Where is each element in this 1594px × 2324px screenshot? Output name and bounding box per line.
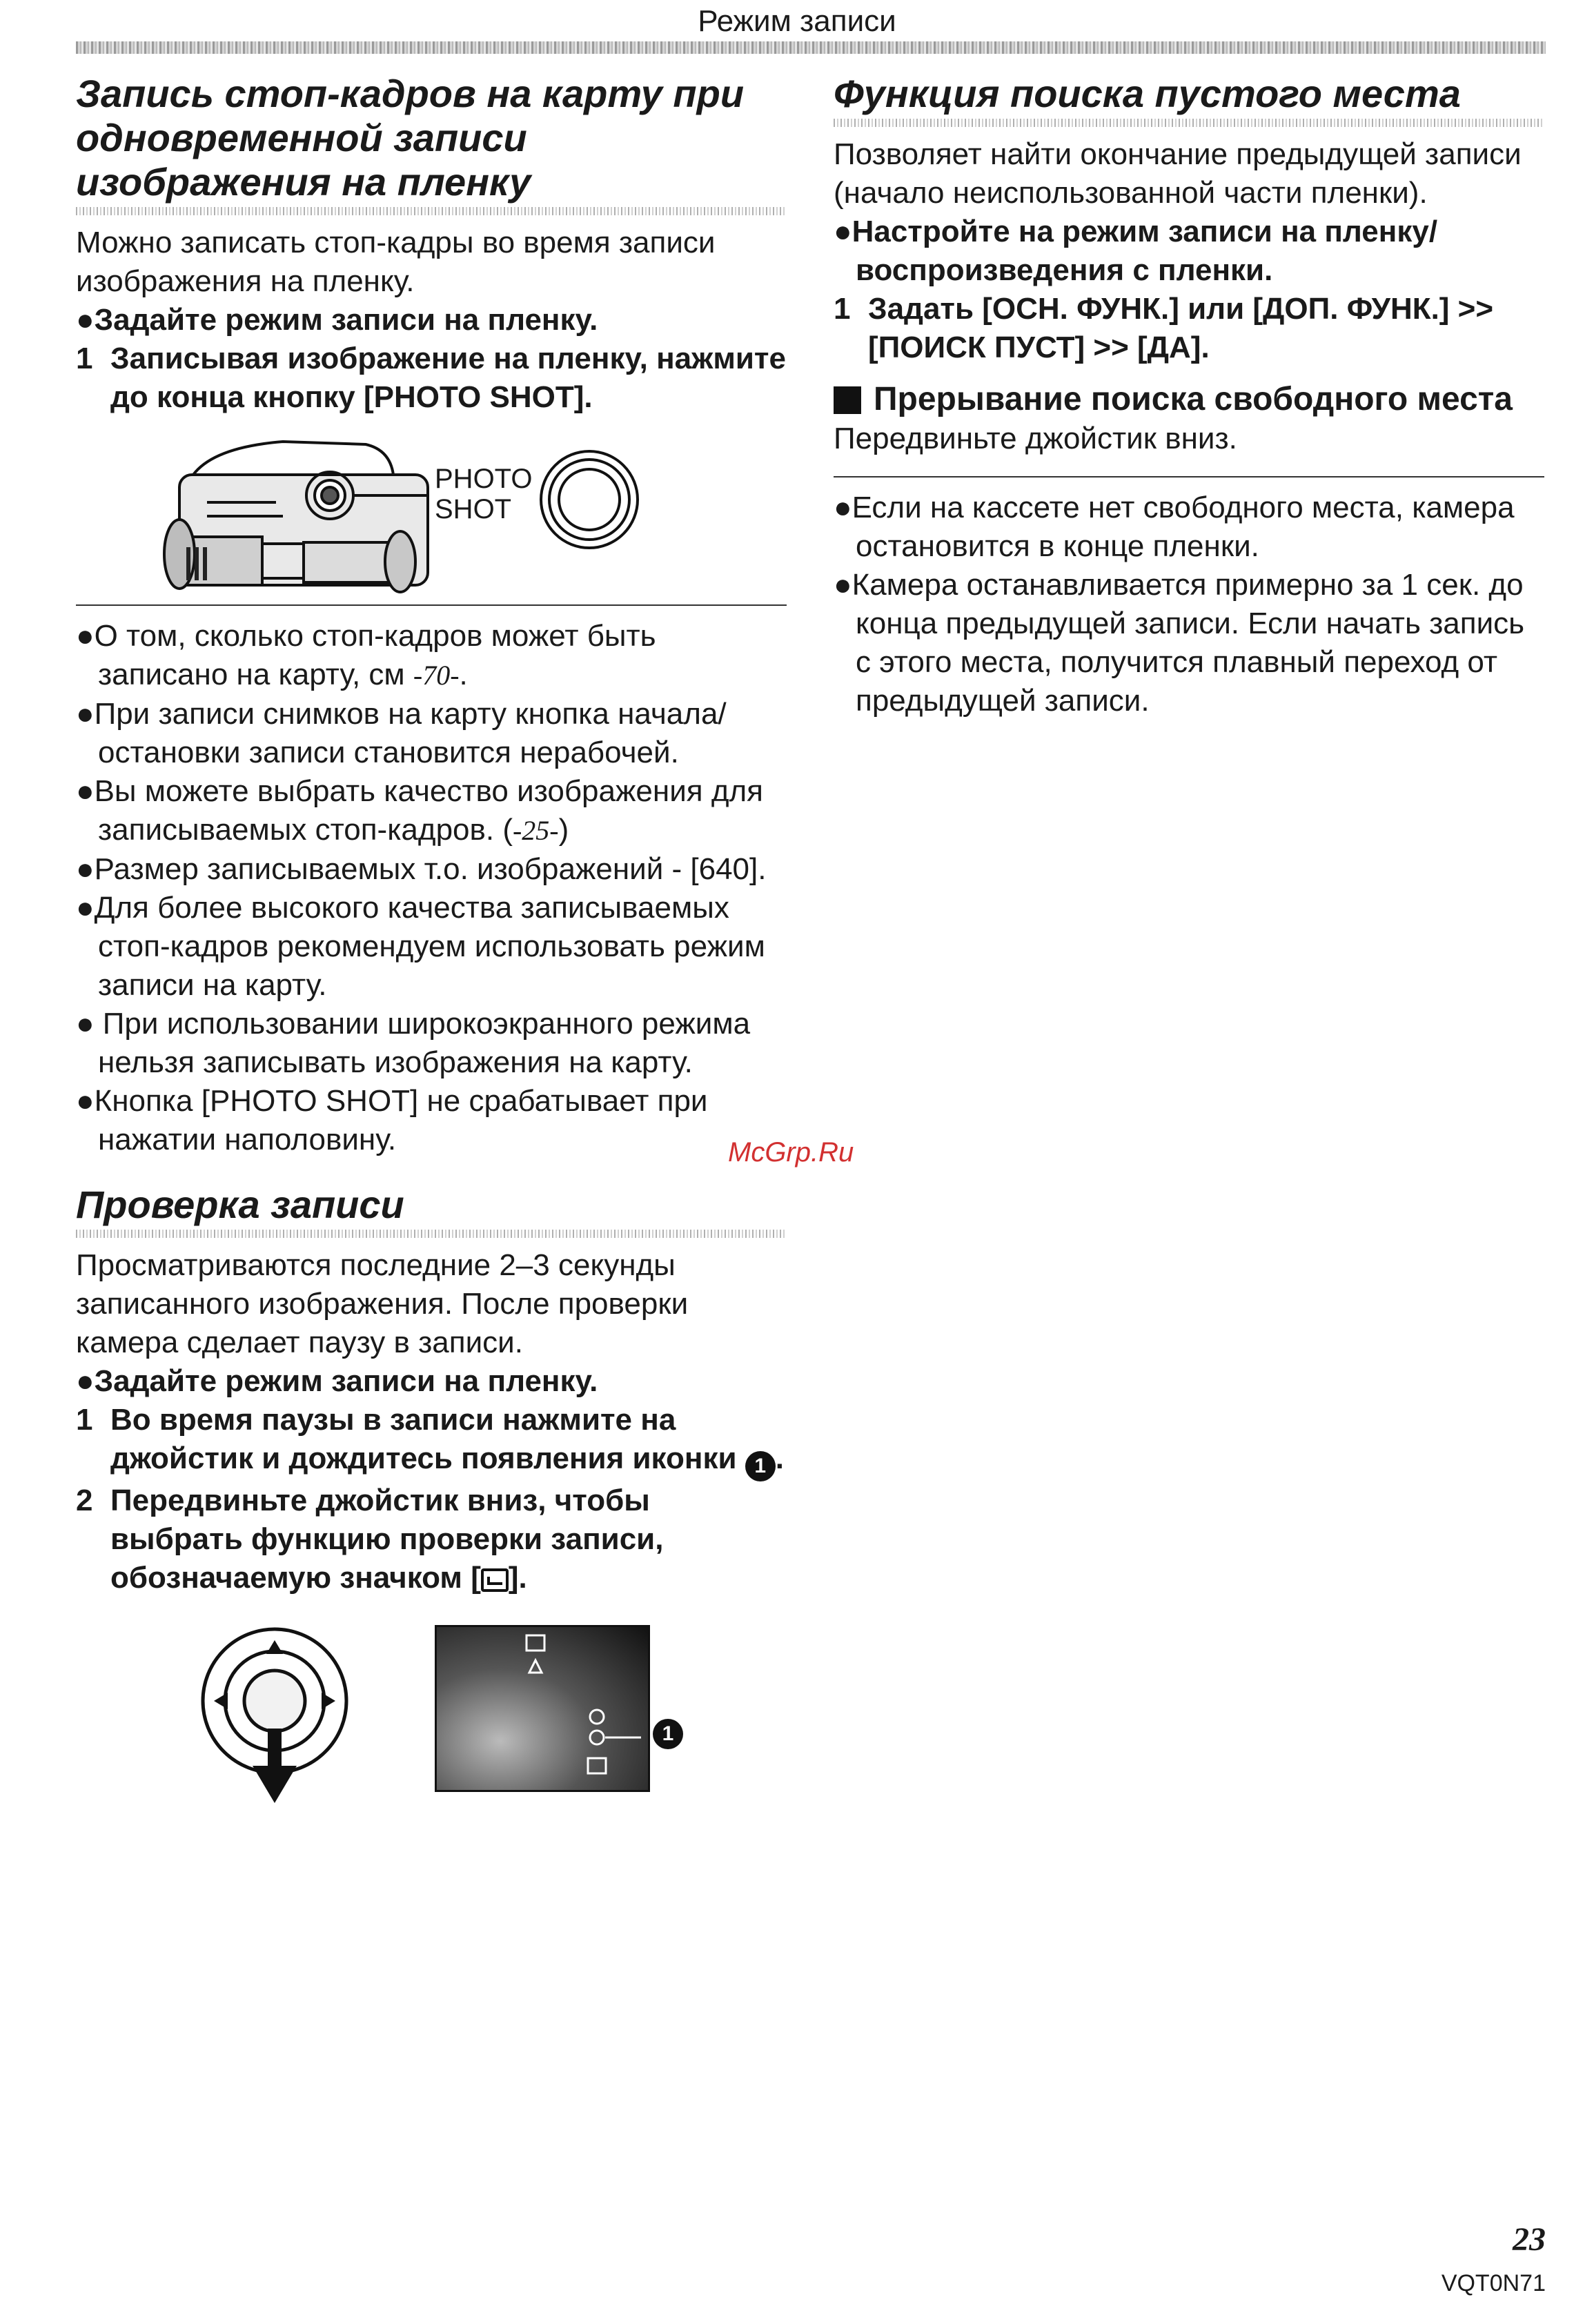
title-underline [76,207,787,215]
step-number: 1 [76,342,93,375]
step-text: Передвиньте джойстик вниз, чтобы выбрать функцию проверки записи, обозначаемую значком [ ]. [110,1484,664,1595]
step-1 [834,290,1544,367]
right-column [834,72,1544,720]
joystick-icon [199,1625,351,1804]
note-7: ●Кнопка [PHOTO SHOT] не срабатывает при нажатии наполовину. [76,1084,708,1156]
step-text: Записывая изображение на пленку, нажмите до конца кнопку [PHOTO SHOT]. [110,342,786,414]
section-title-photo-to-card: Запись стоп-кадров на карту при одновременной записи изображения на пленку [76,72,745,204]
title-underline [76,1230,787,1238]
note-2: ●При записи снимков на карту кнопка начала/остановки записи становится нерабочей. [76,697,727,769]
section-intro: Позволяет найти окончание предыдущей записи (начало неиспользованной части пленки). [834,137,1522,210]
step-number: 1 [76,1403,93,1437]
camera-figure [76,426,787,598]
section-title-check-recording: Проверка записи [76,1183,404,1226]
page-number: 23 [1513,2221,1546,2258]
note-5: ●Для более высокого качества записываемых стоп-кадров рекомендуем использовать режим записи на карту. [76,891,765,1002]
step-text: Во время паузы в записи нажмите на джойстик и дождитесь появления иконки 1 . [110,1401,787,1481]
section-intro: Просматриваются последние 2–3 секунды записанного изображения. После проверки камера сделает паузу в записи. [76,1248,689,1359]
subsection-heading: Прерывание поиска свободного места [834,380,1544,420]
doc-code: VQT0N71 [1441,2270,1546,2296]
lcd-screen-image [435,1625,650,1792]
step-2 [76,1481,787,1597]
divider [834,476,1544,477]
photo-label-line2: SHOT [435,494,512,524]
watermark: McGrp.Ru [728,1137,854,1168]
page-ref: -70- [413,660,460,691]
step-number: 2 [76,1484,93,1517]
photo-label-line1: PHOTO [435,464,533,494]
page-header-title: Режим записи [698,4,896,38]
step-1 [76,339,787,417]
step-text: Задать [ОСН. ФУНК.] или [ДОП. ФУНК.] >> [ПОИСК ПУСТ] >> [ДА]. [868,292,1494,364]
step-number: 1 [834,292,851,326]
page-ref: -25- [512,815,559,846]
joystick-figure [76,1625,787,1832]
photo-shot-label [435,464,533,524]
section-title-blank-search: Функция поиска пустого места [834,72,1461,115]
note-1: ●О том, сколько стоп-кадров может быть записано на карту, см -70-. [76,619,656,691]
rec-check-icon [481,1568,509,1592]
prerequisite: ●Задайте режим записи на пленку. [76,303,598,337]
callout-1: 1 [653,1719,683,1749]
subsection-text: Передвиньте джойстик вниз. [834,422,1237,455]
lcd-overlay-icons [437,1627,648,1790]
square-bullet-icon [834,386,861,414]
section-intro: Можно записать стоп-кадры во время записи изображения на пленку. [76,226,716,298]
title-underline [834,119,1544,127]
note-4: ●Размер записываемых т.о. изображений - [640]. [76,852,767,886]
note-1: ●Если на кассете нет свободного места, камера остановится в конце пленки. [834,491,1515,563]
left-column [76,72,787,1832]
callout-mark: 1 [745,1451,776,1481]
divider [76,604,787,606]
note-3: ●Вы можете выбрать качество изображения для записываемых стоп-кадров. (-25-) [76,774,763,847]
header-bar [76,41,1546,54]
step-1 [76,1401,787,1481]
note-6: ● При использовании широкоэкранного режима нельзя записывать изображения на карту. [76,1007,751,1079]
prerequisite: ●Настройте на режим записи на пленку/ воспроизведения с пленки. [834,215,1438,287]
note-2: ●Камера останавливается примерно за 1 сек. до конца предыдущей записи. Если начать запись с этого места, получится плавный переход от предыдущей записи. [834,568,1525,718]
camcorder-illustration [76,426,787,598]
prerequisite: ●Задайте режим записи на пленку. [76,1364,598,1398]
